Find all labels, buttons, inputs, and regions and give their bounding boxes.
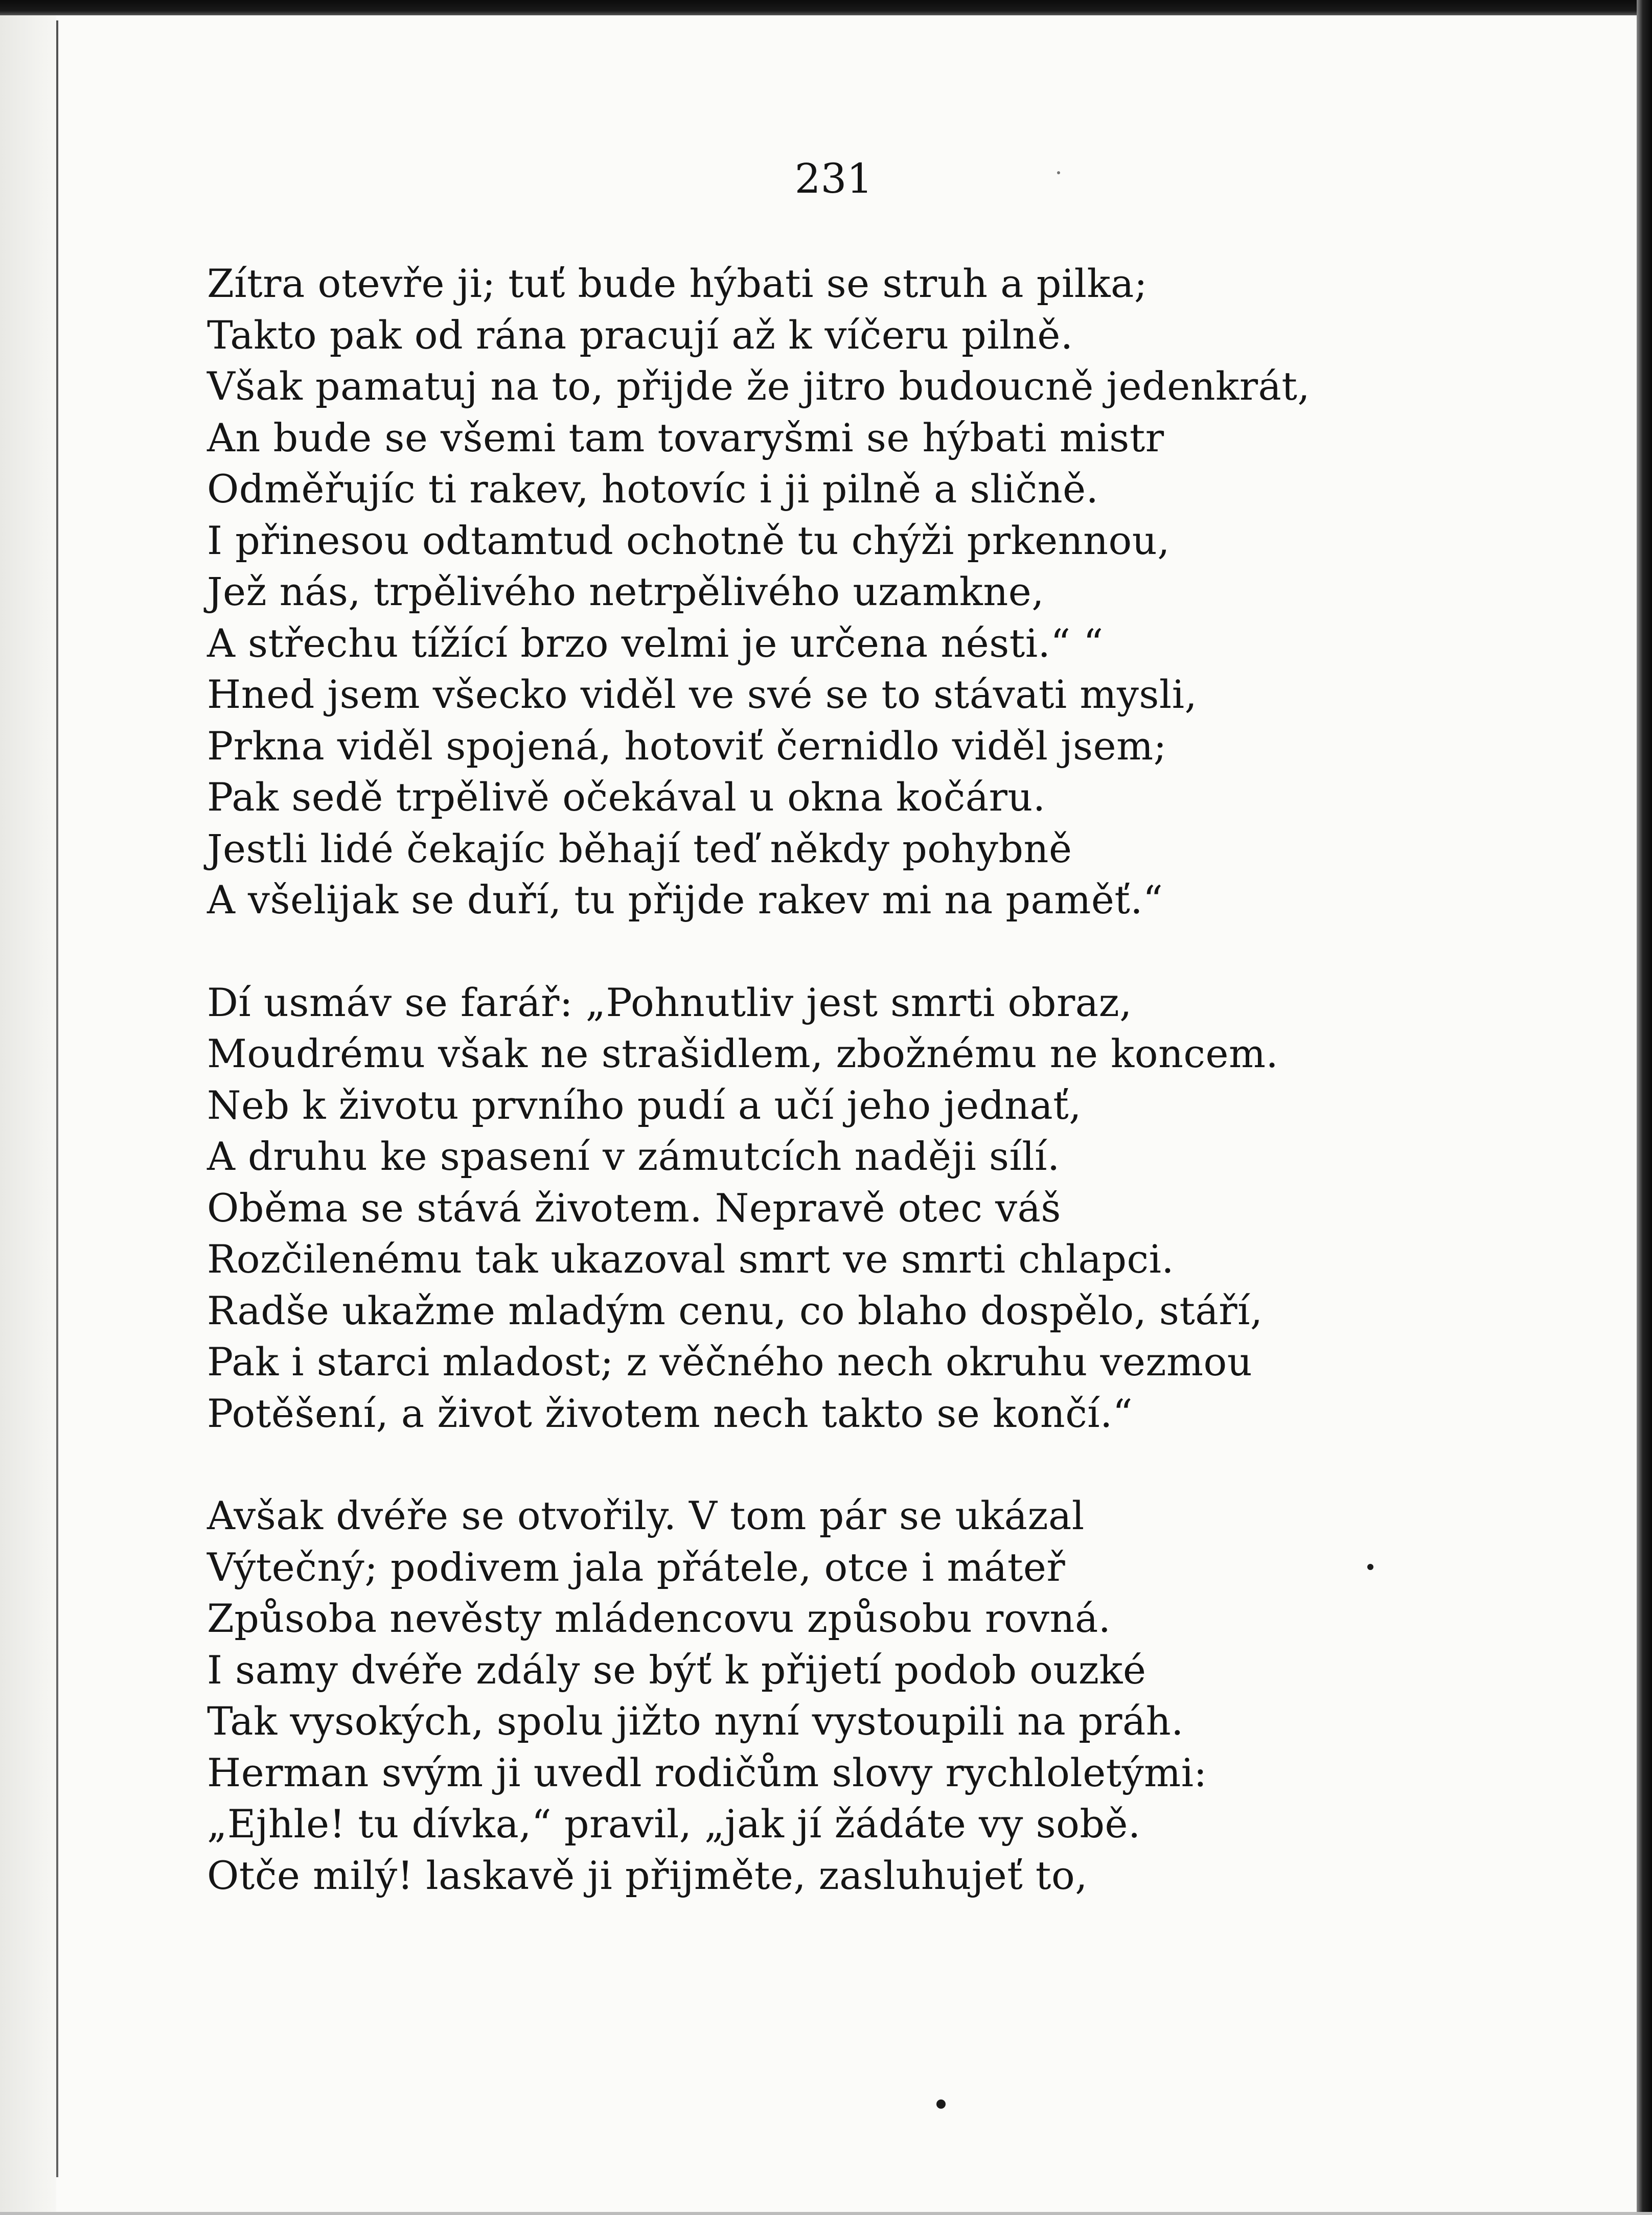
verse-line: An bude se všemi tam tovaryšmi se hýbati mistr [207,414,1164,460]
scan-top-edge [0,0,1652,15]
verse-line: Jež nás, trpělivého netrpělivého uzamkne, [207,569,1044,614]
verse-line: A všelijak se duří, tu přijde rakev mi na paměť.“ [207,877,1163,922]
verse-line: Rozčilenému tak ukazoval smrt ve smrti chlapci. [207,1236,1175,1282]
verse-line: Prkna viděl spojená, hotoviť černidlo viděl jsem; [207,723,1167,769]
page-spine-edge [56,20,58,2177]
ink-speck [1367,1564,1373,1570]
verse-line: I samy dvéře zdály se býť k přijetí podob ouzké [207,1647,1146,1693]
verse-line: Dí usmáv se farář: „Pohnutliv jest smrti obraz, [207,979,1132,1025]
verse-line: Radše ukažme mladým cenu, co blaho dospělo, stáří, [207,1287,1263,1333]
verse-line: Pak sedě trpělivě očekával u okna kočáru. [207,774,1046,820]
stanza-2 [207,977,1444,1440]
verse-line: A střechu tížící brzo velmi je určena nésti.“ “ [207,620,1104,666]
scan-bottom-edge [0,2212,1652,2215]
verse-line: Moudrému však ne strašidlem, zbožnému ne koncem. [207,1031,1279,1076]
verse-line: Potěšení, a život životem nech takto se končí.“ [207,1390,1133,1436]
verse-line: Jestli lidé čekajíc běhají teď někdy pohybně [207,825,1072,871]
verse-line: Takto pak od rána pracují až k víčeru pilně. [207,312,1073,358]
verse-line: Oběma se stává životem. Nepravě otec váš [207,1185,1061,1231]
verse-line: Způsoba nevěsty mládencovu způsobu rovná. [207,1596,1111,1641]
page-gutter-shadow [0,0,56,2215]
verse-line: Pak i starci mladost; z věčného nech okruhu vezmou [207,1339,1253,1385]
verse-line: Hned jsem všecko viděl ve své se to stávati mysli, [207,672,1198,717]
verse-line: Neb k životu prvního pudí a učí jeho jednať, [207,1082,1082,1128]
scan-right-edge [1637,0,1652,2215]
verse-line: Výtečný; podivem jala přátele, otce i máteř [207,1544,1066,1590]
verse-line: Odměřujíc ti rakev, hotovíc i ji pilně a sličně. [207,466,1099,512]
page-number: 231 [794,155,873,202]
verse-line: I přinesou odtamtud ochotně tu chýži prkennou, [207,517,1170,563]
stanza-1 [207,258,1444,926]
poem-text [207,258,1444,1901]
verse-line: Herman svým ji uvedl rodičům slovy rychloletými: [207,1749,1207,1795]
ink-speck [1057,171,1060,174]
verse-line: Zítra otevře ji; tuť bude hýbati se struh a pilka; [207,261,1148,306]
ink-speck [936,2099,946,2109]
verse-line: „Ejhle! tu dívka,“ pravil, „jak jí žádáte vy sobě. [207,1801,1141,1847]
verse-line: Však pamatuj na to, přijde že jitro budoucně jedenkrát, [207,363,1311,409]
stanza-3 [207,1490,1444,1901]
verse-line: Otče milý! laskavě ji přijměte, zasluhujeť to, [207,1852,1088,1898]
verse-line: Avšak dvéře se otvořily. V tom pár se ukázal [207,1493,1085,1538]
verse-line: Tak vysokých, spolu jižto nyní vystoupili na práh. [207,1698,1184,1744]
verse-line: A druhu ke spasení v zámutcích naději sílí. [207,1134,1060,1179]
